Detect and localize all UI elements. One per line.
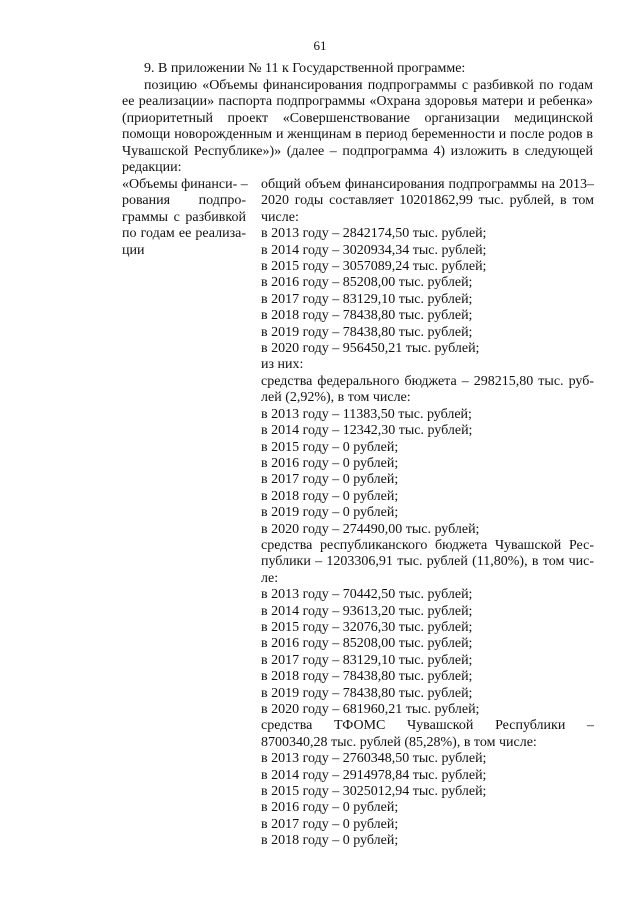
- financing-line: в 2014 году – 3020934,34 тыс. рублей;: [261, 242, 487, 258]
- financing-details-column: [261, 177, 594, 850]
- financing-line: в 2013 году – 11383,50 тыс. рублей;: [261, 406, 472, 422]
- financing-line: в 2013 году – 70442,50 тыс. рублей;: [261, 587, 473, 603]
- financing-line: в 2014 году – 12342,30 тыс. рублей;: [261, 423, 473, 439]
- financing-line: в 2018 году – 0 рублей;: [261, 833, 399, 849]
- financing-line: в 2015 году – 0 рублей;: [261, 439, 399, 455]
- financing-line: в 2015 году – 3057089,24 тыс. рублей;: [261, 259, 487, 275]
- financing-line: в 2020 году – 681960,21 тыс. рублей;: [261, 702, 480, 717]
- financing-line: в 2016 году – 85208,00 тыс. рублей;: [261, 636, 473, 652]
- financing-line: лей (2,92%), в том числе:: [261, 390, 411, 406]
- position-label-line: ции: [122, 242, 145, 258]
- financing-line: в 2014 году – 2914978,84 тыс. рублей;: [261, 767, 487, 783]
- financing-line: в 2017 году – 0 рублей;: [261, 472, 399, 488]
- financing-line: в 2017 году – 0 рублей;: [261, 816, 399, 832]
- financing-line: в 2018 году – 0 рублей;: [261, 488, 399, 504]
- financing-line: в 2014 году – 93613,20 тыс. рублей;: [261, 603, 473, 619]
- position-label-line: по годам ее реализа-: [122, 226, 246, 242]
- financing-line: в 2019 году – 78438,80 тыс. рублей;: [261, 685, 473, 701]
- position-label-line: граммы с разбивкой: [122, 209, 246, 225]
- financing-line: из них:: [261, 357, 304, 373]
- intro-paragraph: позицию «Объемы финансирования подпрограммы с разбивкой по годам ее реализации» паспорта подпрограммы «Охрана здоровья матери и ребенка» (приоритетный проект «Совершенствование организации медицинской помощи новорожденным и женщинам в период беременности и после родов в Чувашской Республике»)» (далее – подпрограмма 4) изложить в следующей редакции:: [122, 77, 593, 175]
- financing-line: средства ТФОМС Чувашской Республики –: [261, 718, 594, 734]
- position-label-column: [122, 177, 246, 259]
- financing-line: в 2019 году – 78438,80 тыс. рублей;: [261, 324, 473, 340]
- financing-line: числе:: [261, 209, 299, 225]
- financing-line: 2020 годы составляет 10201862,99 тыс. рублей, в том: [261, 193, 594, 209]
- financing-line: в 2013 году – 2842174,50 тыс. рублей;: [261, 226, 487, 242]
- financing-line: в 2015 году – 3025012,94 тыс. рублей;: [261, 784, 487, 800]
- financing-line: в 2016 году – 0 рублей;: [261, 800, 399, 816]
- financing-line: 8700340,28 тыс. рублей (85,28%), в том числе:: [261, 734, 537, 750]
- financing-line: в 2013 году – 2760348,50 тыс. рублей;: [261, 751, 487, 767]
- financing-line: в 2017 году – 83129,10 тыс. рублей;: [261, 652, 473, 668]
- financing-line: в 2016 году – 85208,00 тыс. рублей;: [261, 275, 473, 291]
- page-number: 61: [313, 38, 327, 53]
- financing-line: в 2018 году – 78438,80 тыс. рублей;: [261, 308, 473, 324]
- financing-line: в 2015 году – 32076,30 тыс. рублей;: [261, 619, 473, 635]
- financing-line: в 2017 году – 83129,10 тыс. рублей;: [261, 291, 473, 307]
- financing-line: в 2018 году – 78438,80 тыс. рублей;: [261, 669, 473, 685]
- financing-line: средства республиканского бюджета Чувашской Рес-: [261, 537, 594, 553]
- financing-line: средства федерального бюджета – 298215,80 тыс. руб-: [261, 373, 594, 389]
- intro-section: [122, 61, 593, 177]
- financing-line: общий объем финансирования подпрограммы на 2013–: [261, 177, 594, 192]
- position-label-line: рования подпро-: [122, 193, 246, 209]
- financing-line: ле:: [261, 570, 279, 586]
- financing-line: публики – 1203306,91 тыс. рублей (11,80%), в том чис-: [261, 554, 594, 570]
- financing-line: в 2019 году – 0 рублей;: [261, 505, 399, 521]
- financing-line: в 2016 году – 0 рублей;: [261, 455, 399, 471]
- position-label-line: «Объемы финанси- –: [122, 177, 248, 192]
- financing-line: в 2020 году – 274490,00 тыс. рублей;: [261, 521, 480, 537]
- financing-line: в 2020 году – 956450,21 тыс. рублей;: [261, 341, 480, 357]
- item-heading: 9. В приложении № 11 к Государственной программе:: [144, 61, 466, 76]
